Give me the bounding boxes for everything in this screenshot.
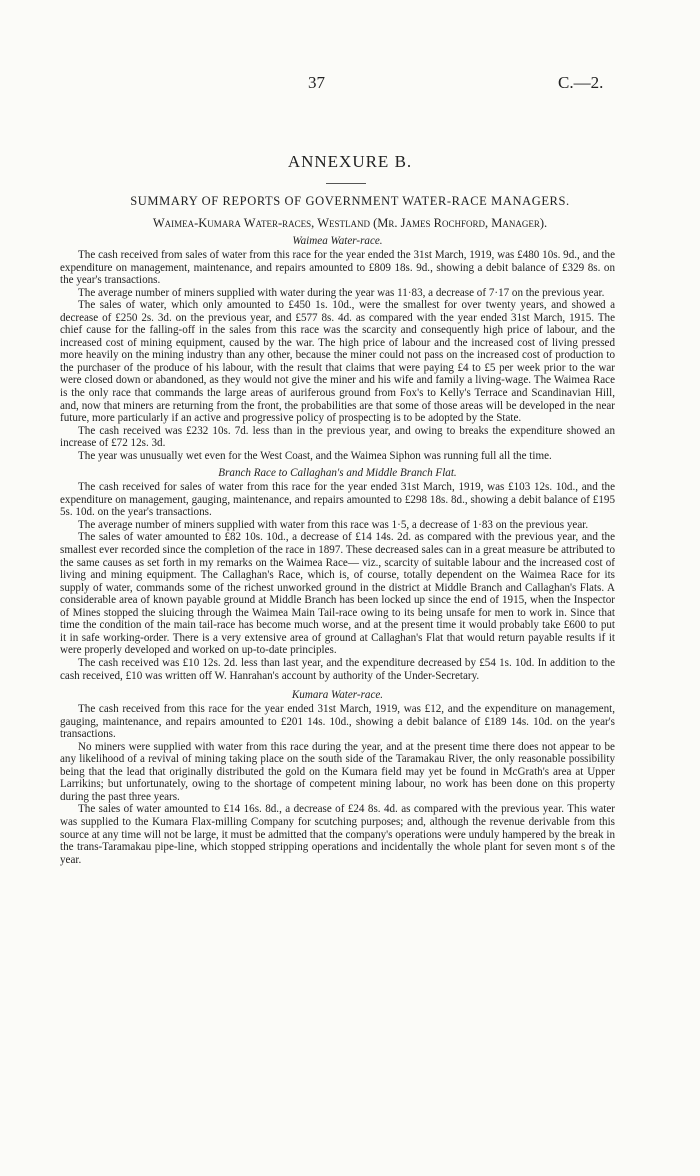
paragraph: The cash received was £232 10s. 7d. less than in the previous year, and owing to breaks the expenditure showed an increase of £72 12s. 3d. [60, 424, 615, 450]
paragraph: The average number of miners supplied with water during the year was 11·83, a decrease of 7·17 on the previous year. [78, 286, 605, 299]
paragraph: The sales of water amounted to £14 16s. 8d., a decrease of £24 8s. 4d. as compared with the previous year. This water was supplied to the Kumara Flax-milling Company for scutching purposes; and, although the revenue derivable from this source at any time will not be large, it must be admitted that the company's operations were unduly hampered by the break in the trans-Taramakau pipe-line, which stopped stripping operations and incidentally the whole plant for seven mont s of the year. [60, 803, 615, 866]
annex-title: ANNEXURE B. [287, 152, 413, 171]
paragraph: The cash received was £10 12s. 2d. less than last year, and the expenditure decreased by £54 1s. 10d. In addition to the cash received, £10 was written off W. Hanrahan's account by authority of the Under-Secretary. [60, 656, 615, 682]
document-reference: C.—2. [558, 73, 604, 92]
section-title-kumara: Kumara Water-race. [291, 689, 384, 702]
title-divider [326, 183, 366, 184]
paragraph: The sales of water amounted to £82 10s. 10d., a decrease of £14 14s. 2d. as compared with the previous year, and the smallest ever recorded since the completion of the race in 1897. These decreased sales can in a great measure be attributed to the same causes as set forth in my remarks on the Waimea Race— viz., scarcity of suitable labour and the increased cost of living and mining equipment. The Callaghan's Race, which is, of course, totally dependent on the Waimea Race for its supply of water, commands some of the richest unworked ground in the district at Middle Branch and Callaghan's Flats. A considerable area of known payable ground at Middle Branch has been locked up since the end of 1915, when the Inspector of Mines stopped the sluicing through the Waimea Main Tail-race owing to its being unsafe for men to work in. Since that time the condition of the main tail-race has become much worse, and at the present time it would probably take £600 to put it in safe working-order. There is a very extensive area of ground at Callaghan's Flat that would return payable results if it were properly developed and worked on up-to-date principles. [60, 531, 615, 657]
section-title-waimea: Waimea Water-race. [292, 235, 383, 247]
summary-title: SUMMARY OF REPORTS OF GOVERNMENT WATER-RACE MANAGERS. [130, 194, 570, 208]
paragraph: The average number of miners supplied with water from this race was 1·5, a decrease of 1·83 on the previous year. [78, 518, 589, 531]
section-title-branch: Branch Race to Callaghan's and Middle Branch Flat. [218, 467, 457, 480]
paragraph: The cash received from this race for the year ended 31st March, 1919, was £12, and the expenditure on management, gauging, maintenance, and repairs amounted to £201 14s. 10d., showing a debit balance of £189 14s. 10d. on the year's transactions. [60, 703, 615, 741]
paragraph: The cash received for sales of water from this race for the year ended 31st March, 1919, was £103 12s. 10d., and the expenditure on management, gauging, maintenance, and repairs amounted to £298 18s. 8d., showing a debit balance of £195 5s. 10d. on the year's transactions. [60, 481, 615, 519]
page-number: 37 [308, 73, 325, 92]
subheading: Waimea-Kumara Water-races, Westland (Mr. James Rochford, Manager). [152, 216, 548, 230]
paragraph: No miners were supplied with water from this race during the year, and at the present time there does not appear to be any likelihood of a revival of mining taking place on the south side of the Taramakau River, the only reasonable possibility being that the lead that originally distributed the gold on the Kumara field may yet be found in McGrath's area at Upper Larrikins; but unfortunately, owing to the shortage of competent mining labour, no work has been done on this property during the past three years. [60, 740, 615, 803]
paragraph: The sales of water, which only amounted to £450 1s. 10d., were the smallest for over twenty years, and showed a decrease of £250 2s. 3d. on the previous year, and £577 8s. 4d. as compared with the year ended 31st March, 1915. The chief cause for the falling-off in the sales from this race was the scarcity and consequently high price of labour, and the increased cost of mining equipment, caused by the war. The high price of labour and the increased cost of living pressed more heavily on the mining industry than any other, because the miner could not pass on the increased cost of production to the purchaser of the produce of his labour, with the result that claims that were paying £4 to £5 per week prior to the war were closed down or abandoned, as they would not give the miner and his wife and family a living-wage. The Waimea Race is the only race that commands the large areas of auriferous ground from Fox's to Kelly's Terrace and Scandinavian Hill, and, now that miners are returning from the front, the probabilities are that some of those areas will be developed in the near future, more particularly if an active and progressive policy of prospecting is to be adopted by the State. [60, 299, 615, 425]
report-body [60, 234, 615, 866]
paragraph: The cash received from sales of water from this race for the year ended the 31st March, 1919, was £480 10s. 9d., and the expenditure on management, maintenance, and repairs amounted to £809 18s. 9d., showing a debit balance of £329 8s. on the year's transactions. [60, 249, 615, 287]
paragraph: The year was unusually wet even for the West Coast, and the Waimea Siphon was running full all the time. [78, 449, 552, 462]
